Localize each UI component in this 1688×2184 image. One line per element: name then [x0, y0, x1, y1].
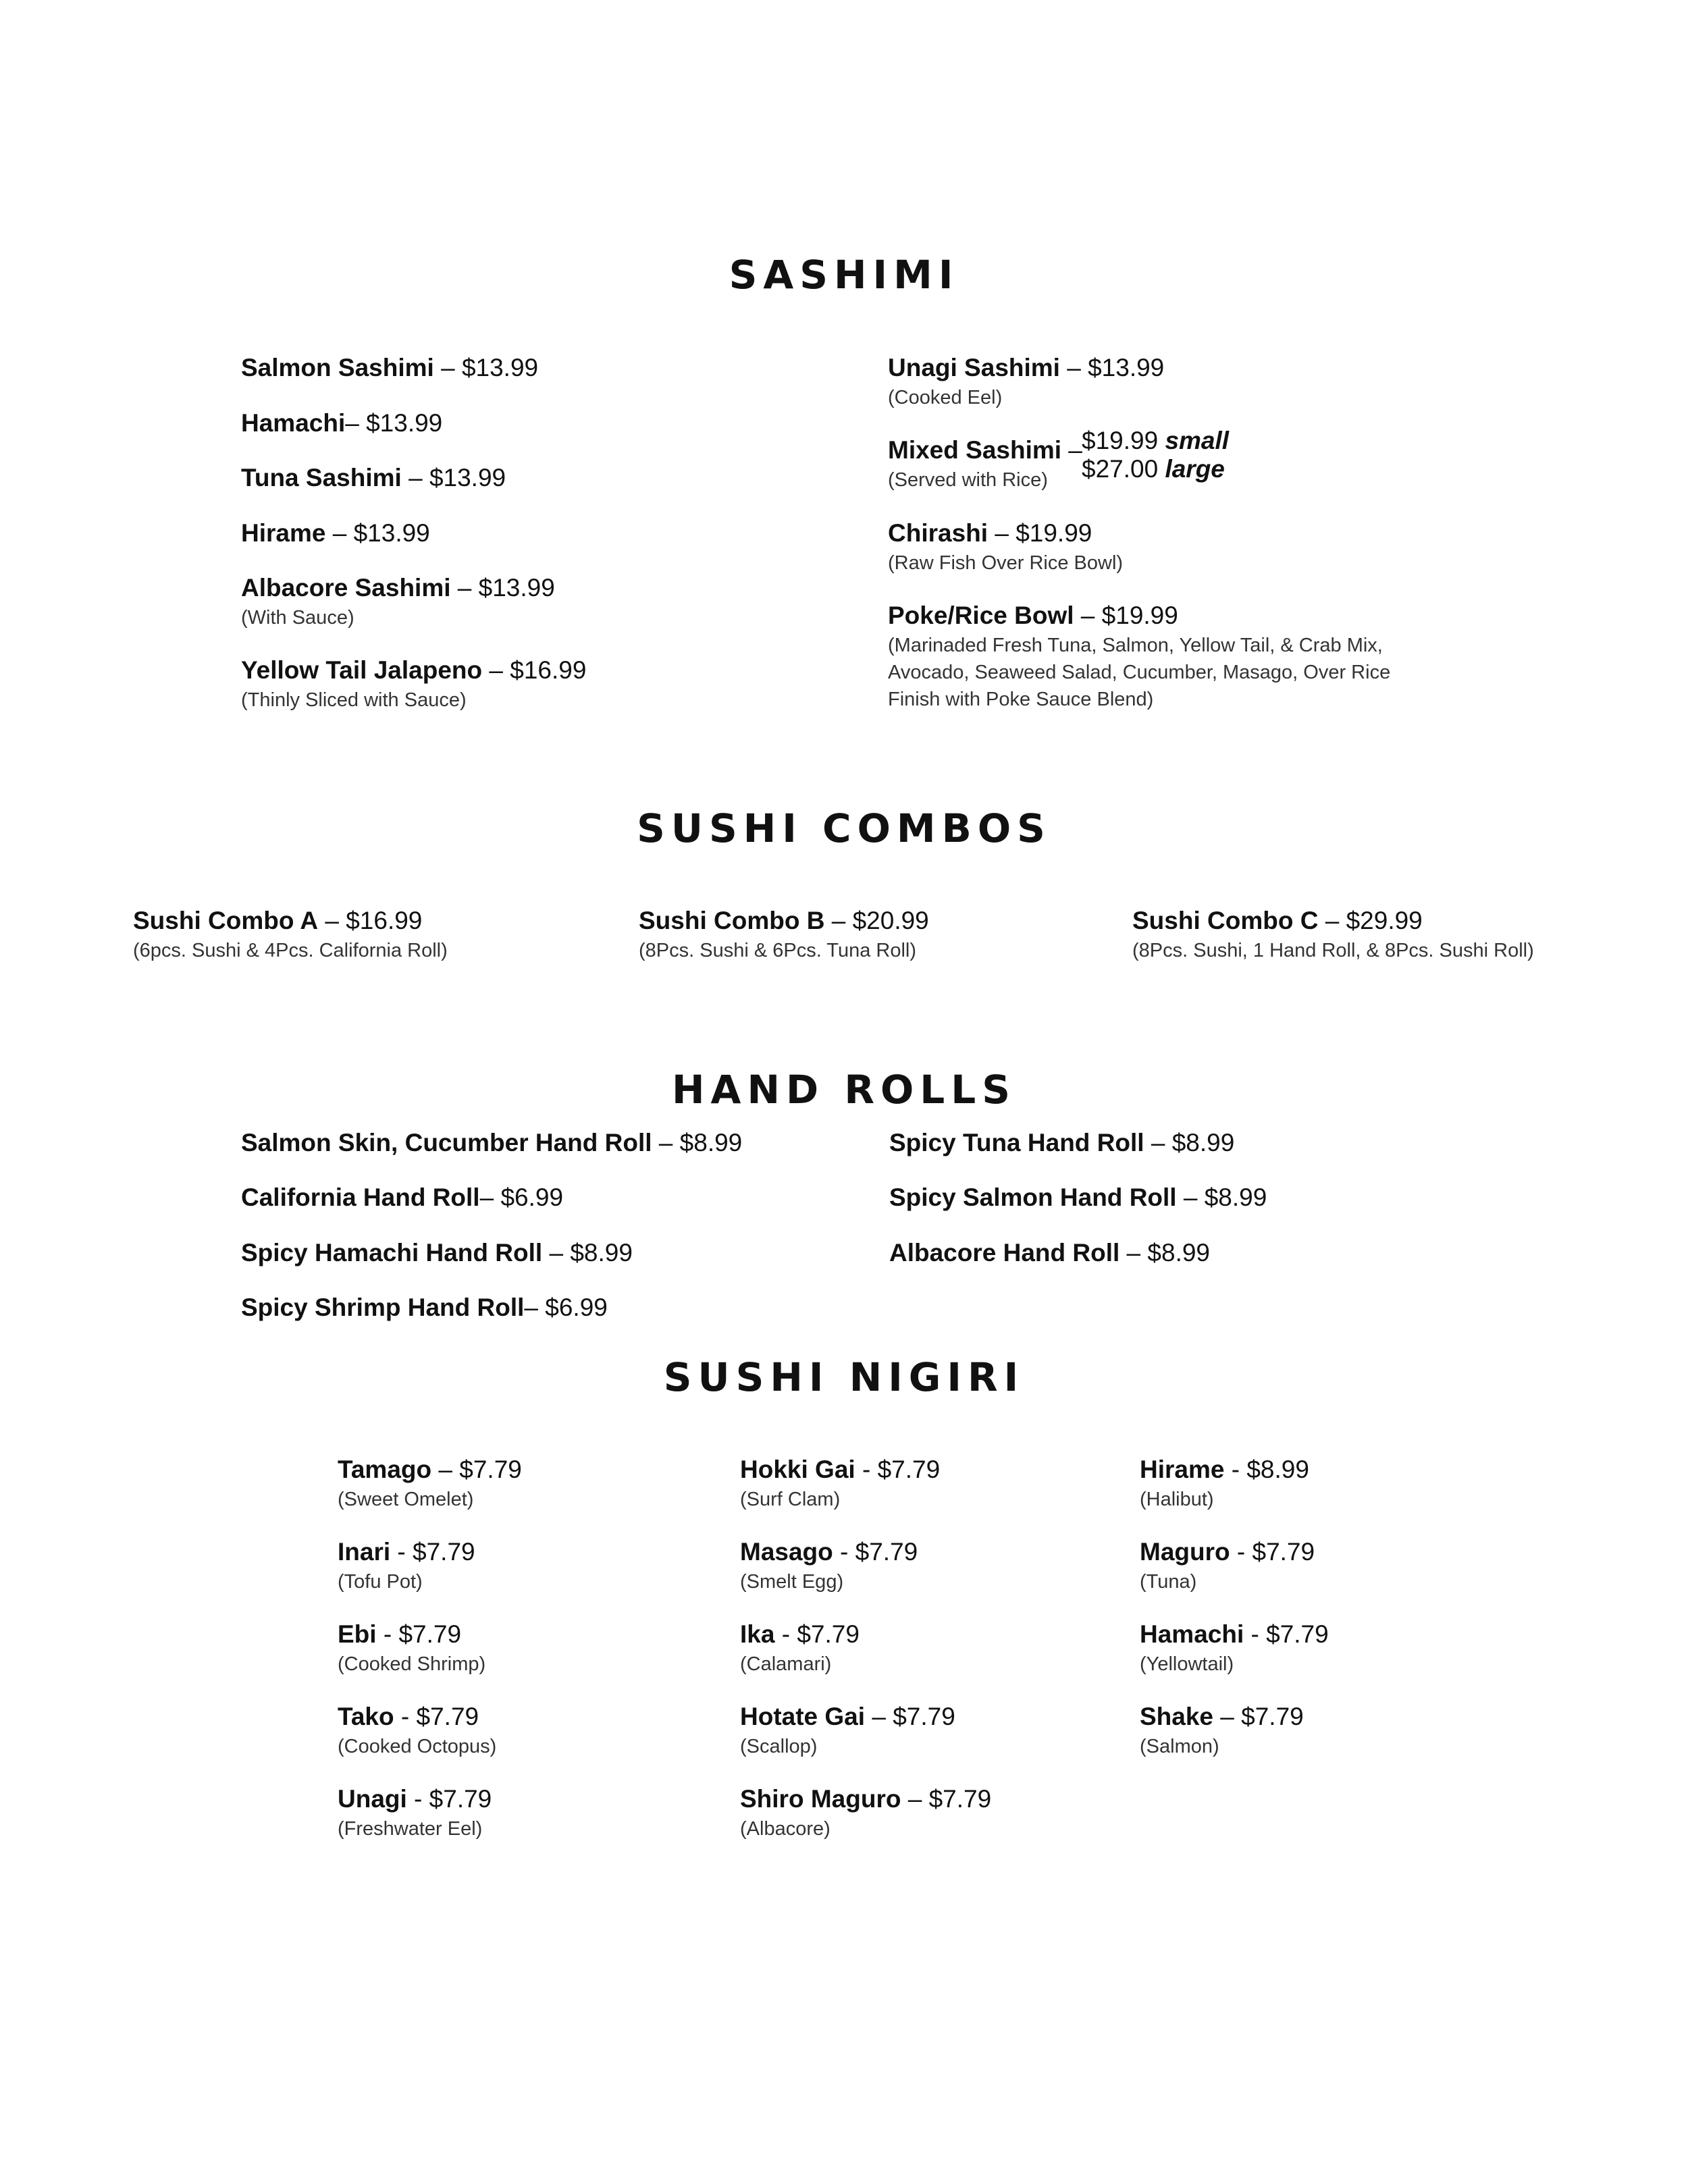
item-description: (Salmon): [1140, 1736, 1219, 1757]
item-dash: –: [479, 1183, 501, 1211]
item-description: (Surf Clam): [740, 1489, 841, 1510]
menu-item-hokki-gai: [740, 1455, 940, 1513]
item-price: $6.99: [500, 1183, 564, 1211]
item-dash: –: [1074, 602, 1102, 629]
item-dash: -: [855, 1456, 878, 1483]
item-price: $27.00: [1082, 455, 1159, 483]
item-price: $7.79: [398, 1620, 462, 1648]
item-name: Sushi Combo A: [133, 907, 319, 934]
menu-item-albacore-hand-roll: [889, 1238, 1210, 1268]
item-dash: –: [1176, 1183, 1205, 1211]
item-name: Yellow Tail Jalapeno: [241, 656, 483, 684]
menu-item-albacore-sashimi: [241, 573, 555, 631]
menu-item-spicy-hamachi-hand-roll: [241, 1238, 633, 1268]
item-name: Inari: [338, 1538, 391, 1566]
item-price: $7.79: [893, 1703, 955, 1730]
item-description: (6pcs. Sushi & 4Pcs. California Roll): [133, 940, 448, 961]
mixed-sashimi-prices: [1082, 427, 1229, 483]
item-description: (8Pcs. Sushi & 6Pcs. Tuna Roll): [639, 940, 916, 961]
item-name: Unagi Sashimi: [888, 354, 1060, 381]
item-name: Ebi: [338, 1620, 377, 1648]
item-dash: –: [865, 1703, 893, 1730]
item-price: $7.79: [1241, 1703, 1304, 1730]
item-name: Hamachi: [1140, 1620, 1244, 1648]
item-name: Poke/Rice Bowl: [888, 602, 1074, 629]
item-price: $7.79: [855, 1538, 918, 1566]
item-description: (Cooked Octopus): [338, 1736, 497, 1757]
item-name: Sushi Combo B: [639, 907, 825, 934]
menu-item-hirame: [241, 518, 430, 548]
item-name: Tuna Sashimi: [241, 464, 402, 491]
item-dash: -: [1244, 1620, 1267, 1648]
item-description: (Cooked Shrimp): [338, 1653, 486, 1675]
menu-item-poke-rice-bowl: [888, 601, 1390, 713]
menu-item-california-hand-roll: [241, 1183, 563, 1213]
item-dash: -: [774, 1620, 797, 1648]
menu-item-spicy-shrimp-hand-roll: [241, 1293, 608, 1323]
item-dash: -: [1230, 1538, 1252, 1566]
menu-item-spicy-tuna-hand-roll: [889, 1128, 1234, 1158]
item-description: (Raw Fish Over Rice Bowl): [888, 552, 1124, 574]
menu-item-sushi-combo-a: [133, 906, 448, 964]
item-dash: –: [1318, 907, 1346, 934]
size-label: large: [1165, 455, 1225, 483]
price-large: [1082, 455, 1229, 483]
item-price: $13.99: [429, 464, 506, 491]
item-name: Ika: [740, 1620, 775, 1648]
menu-item-maguro: [1140, 1537, 1315, 1595]
item-description: (Tuna): [1140, 1571, 1197, 1593]
item-name: Maguro: [1140, 1538, 1230, 1566]
item-price: $19.99: [1101, 602, 1178, 629]
section-title-sushi-nigiri: SUSHI NIGIRI: [663, 1354, 1025, 1400]
item-dash: –: [325, 519, 354, 547]
item-dash: –: [988, 519, 1016, 547]
item-price: $16.99: [346, 907, 423, 934]
item-dash: –: [401, 464, 429, 491]
menu-item-masago: [740, 1537, 918, 1595]
menu-item-sushi-combo-c: [1132, 906, 1534, 964]
item-description: (Albacore): [740, 1818, 830, 1840]
item-dash: –: [542, 1239, 571, 1267]
item-price: $13.99: [478, 574, 555, 602]
menu-item-yellow-tail-jalapeno: [241, 656, 586, 714]
item-dash: -: [394, 1703, 417, 1730]
item-price: $7.79: [416, 1703, 479, 1730]
item-price: $6.99: [545, 1294, 608, 1321]
item-dash: –: [1144, 1129, 1172, 1156]
item-description: (Sweet Omelet): [338, 1489, 474, 1510]
menu-item-hamachi: [241, 408, 442, 438]
item-price: $13.99: [366, 409, 443, 437]
item-name: Spicy Salmon Hand Roll: [889, 1183, 1177, 1211]
item-name: Masago: [740, 1538, 833, 1566]
item-name: Spicy Shrimp Hand Roll: [241, 1294, 525, 1321]
item-name: Tako: [338, 1703, 394, 1730]
item-name: Unagi: [338, 1785, 407, 1813]
item-description: (8Pcs. Sushi, 1 Hand Roll, & 8Pcs. Sushi Roll): [1132, 940, 1534, 961]
item-price: $8.99: [1204, 1183, 1267, 1211]
item-price: $8.99: [570, 1239, 633, 1267]
item-name: Hirame: [1140, 1456, 1225, 1483]
item-description: (Yellowtail): [1140, 1653, 1234, 1675]
item-description: (Calamari): [740, 1653, 832, 1675]
item-dash: -: [376, 1620, 399, 1648]
item-price: $7.79: [928, 1785, 992, 1813]
item-name: Hotate Gai: [740, 1703, 866, 1730]
item-price: $29.99: [1346, 907, 1423, 934]
item-description: (Marinaded Fresh Tuna, Salmon, Yellow Tail, & Crab Mix,: [888, 635, 1383, 656]
item-description: (Tofu Pot): [338, 1571, 423, 1593]
size-label: small: [1165, 427, 1230, 454]
item-dash: –: [318, 907, 346, 934]
item-dash: -: [406, 1785, 429, 1813]
item-description: (With Sauce): [241, 607, 354, 629]
item-name: Hirame: [241, 519, 326, 547]
item-dash: -: [390, 1538, 413, 1566]
item-price: $19.99: [1082, 427, 1159, 454]
item-dash: –: [345, 409, 367, 437]
item-dash: -: [833, 1538, 855, 1566]
item-price: $7.79: [877, 1456, 941, 1483]
item-name: Hamachi: [241, 409, 346, 437]
item-name: Spicy Tuna Hand Roll: [889, 1129, 1144, 1156]
menu-item-mixed-sashimi: [888, 435, 1082, 494]
item-name: Albacore Hand Roll: [889, 1239, 1120, 1267]
menu-item-salmon-skin-cucumber-hand-roll: [241, 1128, 742, 1158]
item-name: Sushi Combo C: [1132, 907, 1319, 934]
item-name: California Hand Roll: [241, 1183, 480, 1211]
item-price: $16.99: [510, 656, 587, 684]
item-price: $8.99: [679, 1129, 743, 1156]
menu-item-tuna-sashimi: [241, 463, 506, 493]
item-name: Mixed Sashimi: [888, 436, 1062, 464]
item-name: Albacore Sashimi: [241, 574, 451, 602]
item-dash: –: [901, 1785, 929, 1813]
menu-item-salmon-sashimi: [241, 353, 538, 383]
item-dash: –: [1213, 1703, 1242, 1730]
item-dash: -: [1224, 1456, 1247, 1483]
item-name: Tamago: [338, 1456, 432, 1483]
item-dash: –: [450, 574, 479, 602]
section-title-sushi-combos: SUSHI COMBOS: [637, 805, 1051, 851]
menu-item-shake: [1140, 1702, 1304, 1760]
item-name: Shiro Maguro: [740, 1785, 901, 1813]
item-price: $7.79: [1266, 1620, 1329, 1648]
item-description: (Served with Rice): [888, 469, 1048, 491]
price-small: [1082, 427, 1229, 455]
section-title-sashimi: SASHIMI: [729, 252, 959, 298]
item-price: $13.99: [1088, 354, 1165, 381]
item-dash: –: [1119, 1239, 1148, 1267]
menu-item-ebi: [338, 1620, 485, 1678]
item-description: (Thinly Sliced with Sauce): [241, 689, 467, 711]
item-dash: –: [652, 1129, 680, 1156]
menu-item-unagi-sashimi: [888, 353, 1164, 411]
item-name: Shake: [1140, 1703, 1214, 1730]
item-price: $13.99: [353, 519, 430, 547]
item-name: Salmon Sashimi: [241, 354, 434, 381]
item-price: $13.99: [461, 354, 539, 381]
item-description: (Halibut): [1140, 1489, 1214, 1510]
menu-item-hamachi-nigiri: [1140, 1620, 1329, 1678]
menu-item-sushi-combo-b: [639, 906, 929, 964]
item-price: $7.79: [1252, 1538, 1315, 1566]
section-title-hand-rolls: HAND ROLLS: [672, 1067, 1016, 1113]
item-name: Spicy Hamachi Hand Roll: [241, 1239, 543, 1267]
menu-item-unagi: [338, 1784, 492, 1842]
item-price: $7.79: [797, 1620, 860, 1648]
item-name: Salmon Skin, Cucumber Hand Roll: [241, 1129, 652, 1156]
item-description: (Freshwater Eel): [338, 1818, 483, 1840]
item-dash: –: [824, 907, 853, 934]
item-dash: –: [482, 656, 510, 684]
item-price: $7.79: [429, 1785, 492, 1813]
menu-item-tamago: [338, 1455, 522, 1513]
item-description: Avocado, Seaweed Salad, Cucumber, Masago, Over Rice: [888, 662, 1391, 683]
menu-item-shiro-maguro: [740, 1784, 991, 1842]
item-price: $7.79: [413, 1538, 475, 1566]
item-price: $20.99: [852, 907, 929, 934]
menu-item-tako: [338, 1702, 496, 1760]
item-price: $8.99: [1147, 1239, 1211, 1267]
item-price: $7.79: [459, 1456, 522, 1483]
menu-item-ika: [740, 1620, 860, 1678]
item-description: Finish with Poke Sauce Blend): [888, 689, 1154, 710]
item-description: (Cooked Eel): [888, 387, 1003, 408]
item-description: (Scallop): [740, 1736, 818, 1757]
menu-item-hirame-nigiri: [1140, 1455, 1309, 1513]
menu-item-spicy-salmon-hand-roll: [889, 1183, 1267, 1213]
item-description: (Smelt Egg): [740, 1571, 844, 1593]
item-price: $8.99: [1246, 1456, 1309, 1483]
item-name: Hokki Gai: [740, 1456, 855, 1483]
menu-item-chirashi: [888, 518, 1123, 577]
item-dash: –: [433, 354, 462, 381]
item-name: Chirashi: [888, 519, 988, 547]
menu-item-inari: [338, 1537, 475, 1595]
item-dash: –: [431, 1456, 460, 1483]
item-price: $8.99: [1171, 1129, 1235, 1156]
item-dash: –: [1059, 354, 1088, 381]
item-dash: –: [1061, 436, 1082, 464]
item-dash: –: [524, 1294, 546, 1321]
item-price: $19.99: [1016, 519, 1092, 547]
menu-item-hotate-gai: [740, 1702, 955, 1760]
